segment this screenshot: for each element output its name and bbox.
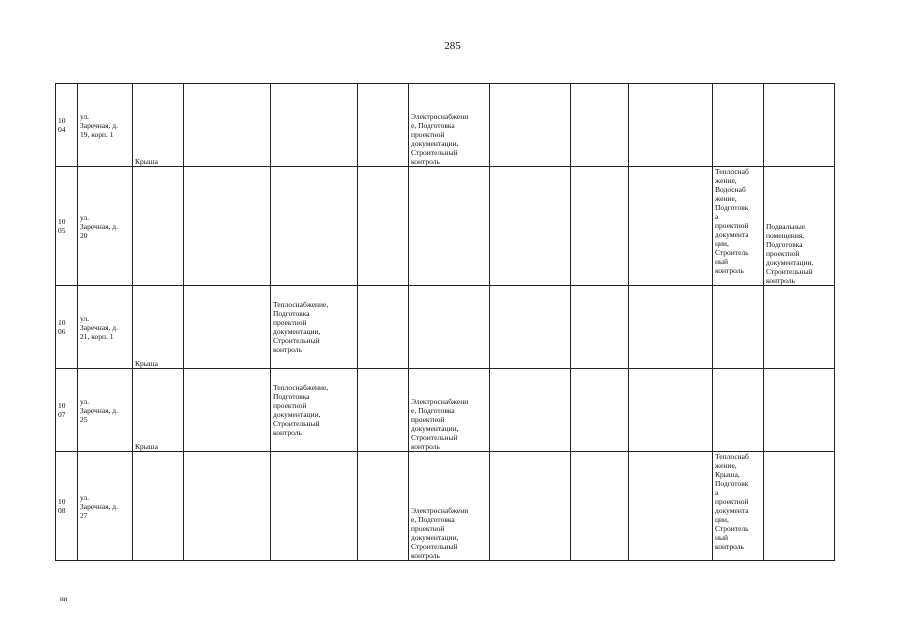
footer-mark: ни <box>60 595 68 603</box>
heat-supply-cell: Теплоснабжение, Подготовка проектной документации, Строительный контроль <box>271 369 358 452</box>
empty-cell <box>358 286 409 369</box>
empty-cell <box>571 369 629 452</box>
row-number: 10 07 <box>56 369 78 452</box>
basement-cell <box>764 286 835 369</box>
empty-cell <box>184 369 271 452</box>
electricity-cell: Электроснабжени е, Подготовка проектной документации, Строительный контроль <box>409 452 490 561</box>
empty-cell <box>184 452 271 561</box>
table-row <box>56 452 835 561</box>
roof-cell: Крыша <box>133 369 184 452</box>
address-cell: ул. Заречная, д. 25 <box>78 369 133 452</box>
heat-supply-cell <box>271 167 358 286</box>
row-number: 10 05 <box>56 167 78 286</box>
basement-cell <box>764 452 835 561</box>
empty-cell <box>490 84 571 167</box>
row-number: 10 06 <box>56 286 78 369</box>
empty-cell <box>184 167 271 286</box>
empty-cell <box>490 452 571 561</box>
electricity-cell <box>409 167 490 286</box>
empty-cell <box>358 452 409 561</box>
empty-cell <box>571 286 629 369</box>
empty-cell <box>571 167 629 286</box>
empty-cell <box>571 84 629 167</box>
table-row <box>56 84 835 167</box>
empty-cell <box>184 286 271 369</box>
basement-cell <box>764 84 835 167</box>
table-row <box>56 167 835 286</box>
row-number: 10 08 <box>56 452 78 561</box>
heat-supply-cell <box>271 452 358 561</box>
empty-cell <box>358 84 409 167</box>
empty-cell <box>629 167 713 286</box>
roof-cell <box>133 452 184 561</box>
electricity-cell: Электроснабжени е, Подготовка проектной документации, Строительный контроль <box>409 369 490 452</box>
empty-cell <box>358 369 409 452</box>
empty-cell <box>490 286 571 369</box>
address-cell: ул. Заречная, д. 20 <box>78 167 133 286</box>
empty-cell <box>629 369 713 452</box>
heat-supply-cell <box>271 84 358 167</box>
multi-system-cell: Теплоснаб жение, Водоснаб жение, Подготовк а проектной документа ции, Строитель ный контроль <box>713 167 764 286</box>
roof-cell: Крыша <box>133 286 184 369</box>
electricity-cell: Электроснабжени е, Подготовка проектной документации, Строительный контроль <box>409 84 490 167</box>
empty-cell <box>571 452 629 561</box>
multi-system-cell <box>713 369 764 452</box>
table-row <box>56 286 835 369</box>
row-number: 10 04 <box>56 84 78 167</box>
heat-supply-cell: Теплоснабжение, Подготовка проектной документации, Строительный контроль <box>271 286 358 369</box>
roof-cell <box>133 167 184 286</box>
multi-system-cell <box>713 286 764 369</box>
empty-cell <box>629 286 713 369</box>
basement-cell <box>764 369 835 452</box>
multi-system-cell: Теплоснаб жение, Крыша, Подготовк а проектной документа ции, Строитель ный контроль <box>713 452 764 561</box>
empty-cell <box>629 452 713 561</box>
empty-cell <box>184 84 271 167</box>
page-number: 285 <box>444 40 461 52</box>
address-cell: ул. Заречная, д. 21, корп. 1 <box>78 286 133 369</box>
empty-cell <box>490 369 571 452</box>
roof-cell: Крыша <box>133 84 184 167</box>
electricity-cell <box>409 286 490 369</box>
repair-schedule-table <box>55 83 835 561</box>
empty-cell <box>490 167 571 286</box>
empty-cell <box>358 167 409 286</box>
address-cell: ул. Заречная, д. 19, корп. 1 <box>78 84 133 167</box>
empty-cell <box>629 84 713 167</box>
address-cell: ул. Заречная, д. 27 <box>78 452 133 561</box>
table-row <box>56 369 835 452</box>
basement-cell: Подвальные помещения, Подготовка проектной документации, Строительный контроль <box>764 167 835 286</box>
multi-system-cell <box>713 84 764 167</box>
